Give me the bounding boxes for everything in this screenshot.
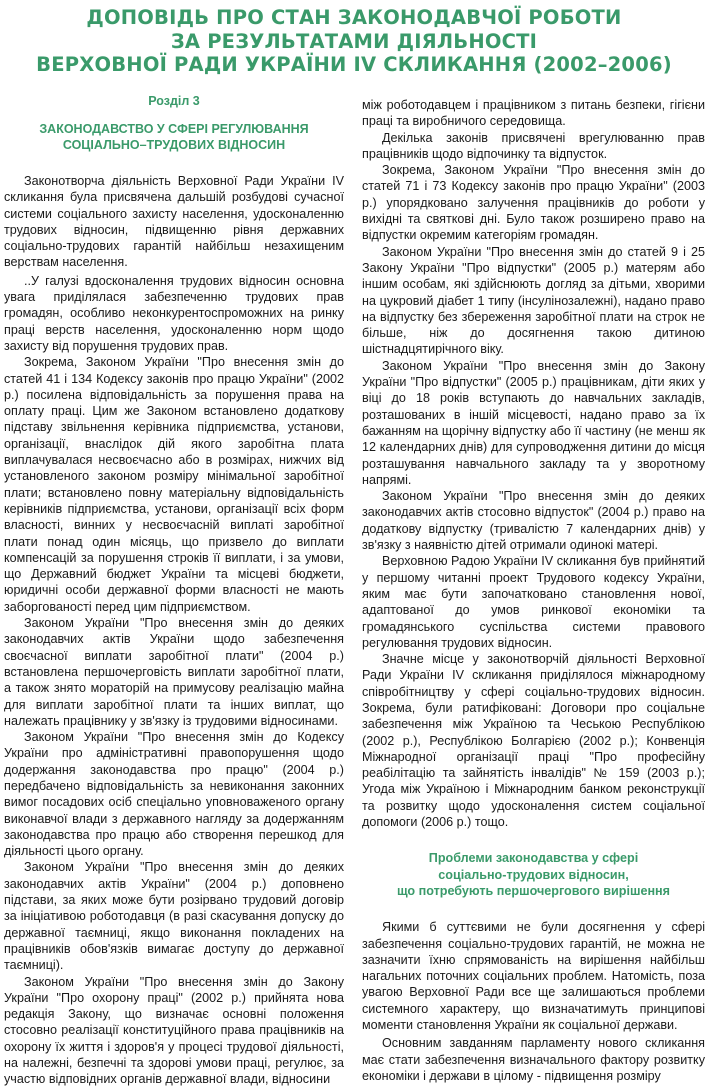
paragraph: Основним завданням парламенту нового скликання має стати забезпечення визначального фактору розвитку економіки і держави в цілому - підвищення розміру xyxy=(362,1036,705,1083)
header-line-2: ЗА РЕЗУЛЬТАТАМИ ДІЯЛЬНОСТІ xyxy=(170,29,538,53)
paragraph: ..У галузі вдосконалення трудових відносин основна увага приділялася забезпеченню трудових прав громадян, особливо неконкурентоспроможних на ринку праці верств населення, удосконаленню норм щодо захисту від порушення трудових прав. xyxy=(4,273,344,353)
paragraph: Законом України "Про внесення змін до деяких законодавчих актів України щодо забезпечення своєчасної виплати заробітної плати" (2004 р.) встановлена першочерговість виплати заробітної плати, а також знято мораторій на примусову реалізацію майна для виплати заробітної плати та інших виплат, що належать працівнику у зв'язку із трудовими відносинами. xyxy=(4,616,344,728)
paragraph: Значне місце у законотворчій діяльності Верховної Ради України IV скликання приділялося міжнародному співробітництву у сфері соціально-трудових відносин. Зокрема, були ратифіковані: Договори про соціальне забезпечення між Україною та Чеською Республікою (2002 р.), Республікою Болгарією (2002 р.); Конвенція Міжнародної організації праці "Про професійну реабілітацію та зайнятість інвалідів" № 159 (2003 р.); Угода між Україною і Міжнародним банком реконструкції та розвитку щодо удосконалення систем соціальної допомоги (2006 р.) тощо. xyxy=(362,652,705,830)
header-line-3: ВЕРХОВНОЇ РАДИ УКРАЇНИ IV СКЛИКАННЯ (2002–2006) xyxy=(36,53,672,76)
paragraph: Законом України "Про внесення змін до статей 9 і 25 Закону України "Про відпустки" (2005 р.) матерям або іншим особам, які здійснюють догляд за дітьми, хворими на цукровий діабет 1 типу (інсулінозалежні), надано право на відпустку без збереження заробітної плати на строк не більше, ніж до досягнення такою дитиною шістнадцятирічного віку. xyxy=(362,244,705,357)
paragraph-continued: між роботодавцем і працівником з питань безпеки, гігієни праці та виробничого середовища. xyxy=(362,98,705,129)
paragraph: Законом України "Про внесення змін до Закону України "Про відпустки" (2005 р.) працівникам, діти яких у віці до 18 років вступають до навчальних закладів, розташованих в іншій місцевості, надано право за їх бажанням на щорічну відпустку або її частину (не менш як 12 календарних днів) для супроводження дитини до місця розташування навчального закладу та у зворотному напрямі. xyxy=(362,358,705,487)
section-title-line-2: СОЦІАЛЬНО–ТРУДОВИХ ВІДНОСИН xyxy=(62,138,286,152)
paragraph: Законом України "Про внесення змін до Закону України "Про охорону праці" (2002 р.) прийнята нова редакція Закону, що визначає основні положення стосовно реалізації конституційного права працівників на охорону їх життя і здоров'я у процесі трудової діяльності, на належні, безпечні та здорові умови праці, регулює, за участю відповідних органів державної влади, відносини xyxy=(4,974,344,1087)
left-column xyxy=(4,93,344,1088)
paragraph: Якими б суттєвими не були досягнення у сфері забезпечення соціально-трудових гарантій, не можна не зазначити їхню спрямованість на вирішення найбільш нагальних поточних соціальних проблем. Натомість, поза увагою Верховної Ради все ще залишаються проблеми системного характеру, що визначатимуть принципові моменти становлення України як соціальної держави. xyxy=(362,920,705,1033)
paragraph: Законом України "Про внесення змін до Кодексу України про адміністративні правопорушення щодо додержання законодавства про працю" (2004 р.) передбачено відповідальність за невиконання законних вимог посадових осіб спеціально уповноваженого органу виконавчої влади з державного нагляду за додержанням законодавства про працю або створення перешкод для діяльності цього органу. xyxy=(4,730,344,859)
subsection-title xyxy=(362,850,705,899)
section-title-line-1: ЗАКОНОДАВСТВО У СФЕРІ РЕГУЛЮВАННЯ xyxy=(39,122,309,136)
paragraph: Зокрема, Законом України "Про внесення змін до статей 41 і 134 Кодексу законів про працю України" (2002 р.) посилена відповідальність за порушення права на оплату праці. Цим же Законом встановлено додаткову підставу звільнення керівника підприємства, установи, організації, внаслідок дій якого заробітна плата виплачувалася несвоєчасно або в розмірах, нижчих від установленого законом розміру мінімальної заробітної плати; встановлено повну матеріальну відповідальність керівників підприємства, установи, організації всіх форм власності, винних у несвоєчасній виплаті заробітної плати понад один місяць, що призвело до виплати компенсацій за порушення строків її виплати, і за умови, що Державний бюджет України та місцеві бюджети, юридичні особи державної форми власності не мають заборгованості перед цим підприємством. xyxy=(4,355,344,614)
paragraph: Декілька законів присвячені врегулюванню прав працівників щодо відпочинку та відпусток. xyxy=(362,130,705,161)
paragraph: Верховною Радою України IV скликання був прийнятий у першому читанні проект Трудового кодексу України, яким має бути започатковано становлення нової, адаптованої до умов ринкової економіки та громадянського суспільства системи правового регулювання трудових відносин. xyxy=(362,554,705,650)
right-column xyxy=(362,97,705,1084)
paragraph: Законом України "Про внесення змін до деяких законодавчих актів України" (2004 р.) доповнено підстави, за яких може бути розірвано трудовий договір за ініціативою роботодавця (в разі скасування допуску до державної таємниці, якщо виконання покладених на працівників обов'язків вимагає доступу до державної таємниці). xyxy=(4,860,344,973)
section-number: Розділ 3 xyxy=(148,94,200,108)
subsection-title-line-2: соціально-трудових відносин, xyxy=(438,867,629,882)
section-title xyxy=(4,121,344,153)
subsection-title-line-1: Проблеми законодавства у сфері xyxy=(428,851,639,866)
subsection-title-line-3: що потребують першочергового вирішення xyxy=(396,883,671,898)
page-header xyxy=(0,6,708,77)
paragraph: Законом України "Про внесення змін до деяких законодавчих актів стосовно відпусток" (2004 р.) право на додаткову відпустку (тривалістю 7 календарних днів) у зв'язку з наявністю дітей отримали одинокі матері. xyxy=(362,489,705,553)
paragraph: Зокрема, Законом України "Про внесення змін до статей 71 і 73 Кодексу законів про працю України" (2003 р.) упорядковано залучення працівників до роботи у вихідні та святкові дні. Було також розширено право на відпустки окремим категоріям громадян. xyxy=(362,163,705,243)
header-line-1: ДОПОВІДЬ ПРО СТАН ЗАКОНОДАВЧОЇ РОБОТИ xyxy=(86,6,622,29)
paragraph: Законотворча діяльність Верховної Ради України IV скликання була присвячена дальшій розбудові сучасної системи соціального захисту населення, удосконаленню трудових відносин, підвищенню рівня державних соціально-трудових гарантій найбільш незахищеним верствам населення. xyxy=(4,174,344,270)
